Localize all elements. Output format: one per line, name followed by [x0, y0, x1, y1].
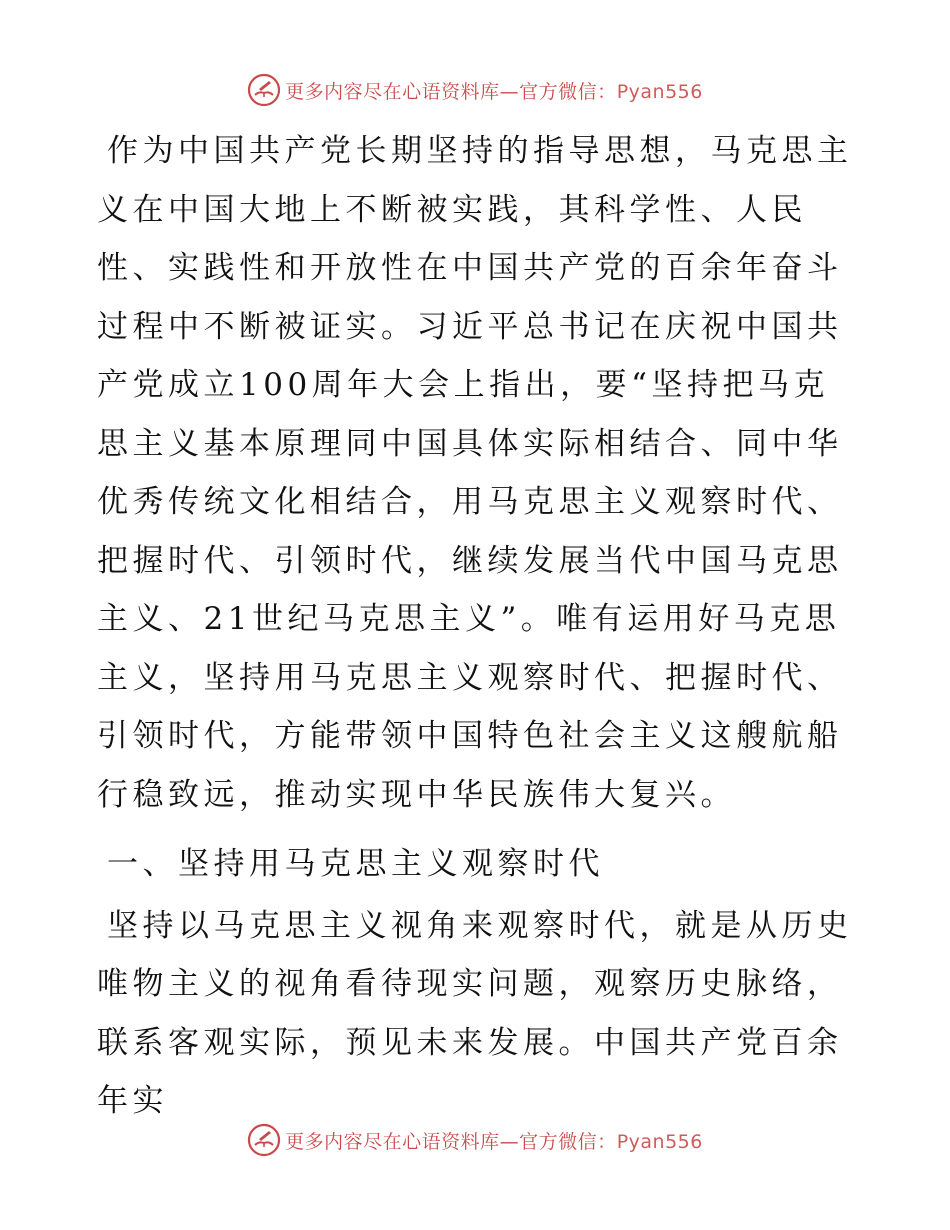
footer-watermark — [0, 1120, 950, 1160]
intro-paragraph: 作为中国共产党长期坚持的指导思想，马克思主义在中国大地上不断被实践，其科学性、人民性、实践性和开放性在中国共产党的百余年奋斗过程中不断被证实。习近平总书记在庆祝中国共产党成立100周年大会上指出，要“坚持把马克思主义基本原理同中国具体实际相结合、同中华优秀传统文化相结合，用马克思主义观察时代、把握时代、引领时代，继续发展当代中国马克思主义、21世纪马克思主义”。唯有运用好马克思主义，坚持用马克思主义观察时代、把握时代、引领时代，方能带领中国特色社会主义这艘航船行稳致远，推动实现中华民族伟大复兴。 — [97, 133, 853, 813]
document-body — [97, 122, 857, 1131]
book-quill-logo-icon — [247, 1123, 281, 1157]
watermark-wechat-id: Pyan556 — [616, 1130, 703, 1153]
watermark-wechat-id: Pyan556 — [616, 80, 703, 103]
watermark-contact-label: 官方微信： — [519, 1130, 617, 1153]
watermark-main-text: 更多内容尽在心语资料库 — [285, 1130, 500, 1153]
watermark-main-text: 更多内容尽在心语资料库 — [285, 80, 500, 103]
section-paragraph: 坚持以马克思主义视角来观察时代，就是从历史唯物主义的视角看待现实问题，观察历史脉络，联系客观实际，预见未来发展。中国共产党百余年实 — [97, 907, 853, 1119]
section-heading: 一、坚持用马克思主义观察时代 — [107, 846, 604, 882]
watermark-dash: — — [499, 1130, 520, 1153]
watermark-contact-label: 官方微信： — [519, 80, 617, 103]
book-quill-logo-icon — [247, 73, 281, 107]
watermark-dash: — — [499, 80, 520, 103]
header-watermark — [0, 70, 950, 110]
